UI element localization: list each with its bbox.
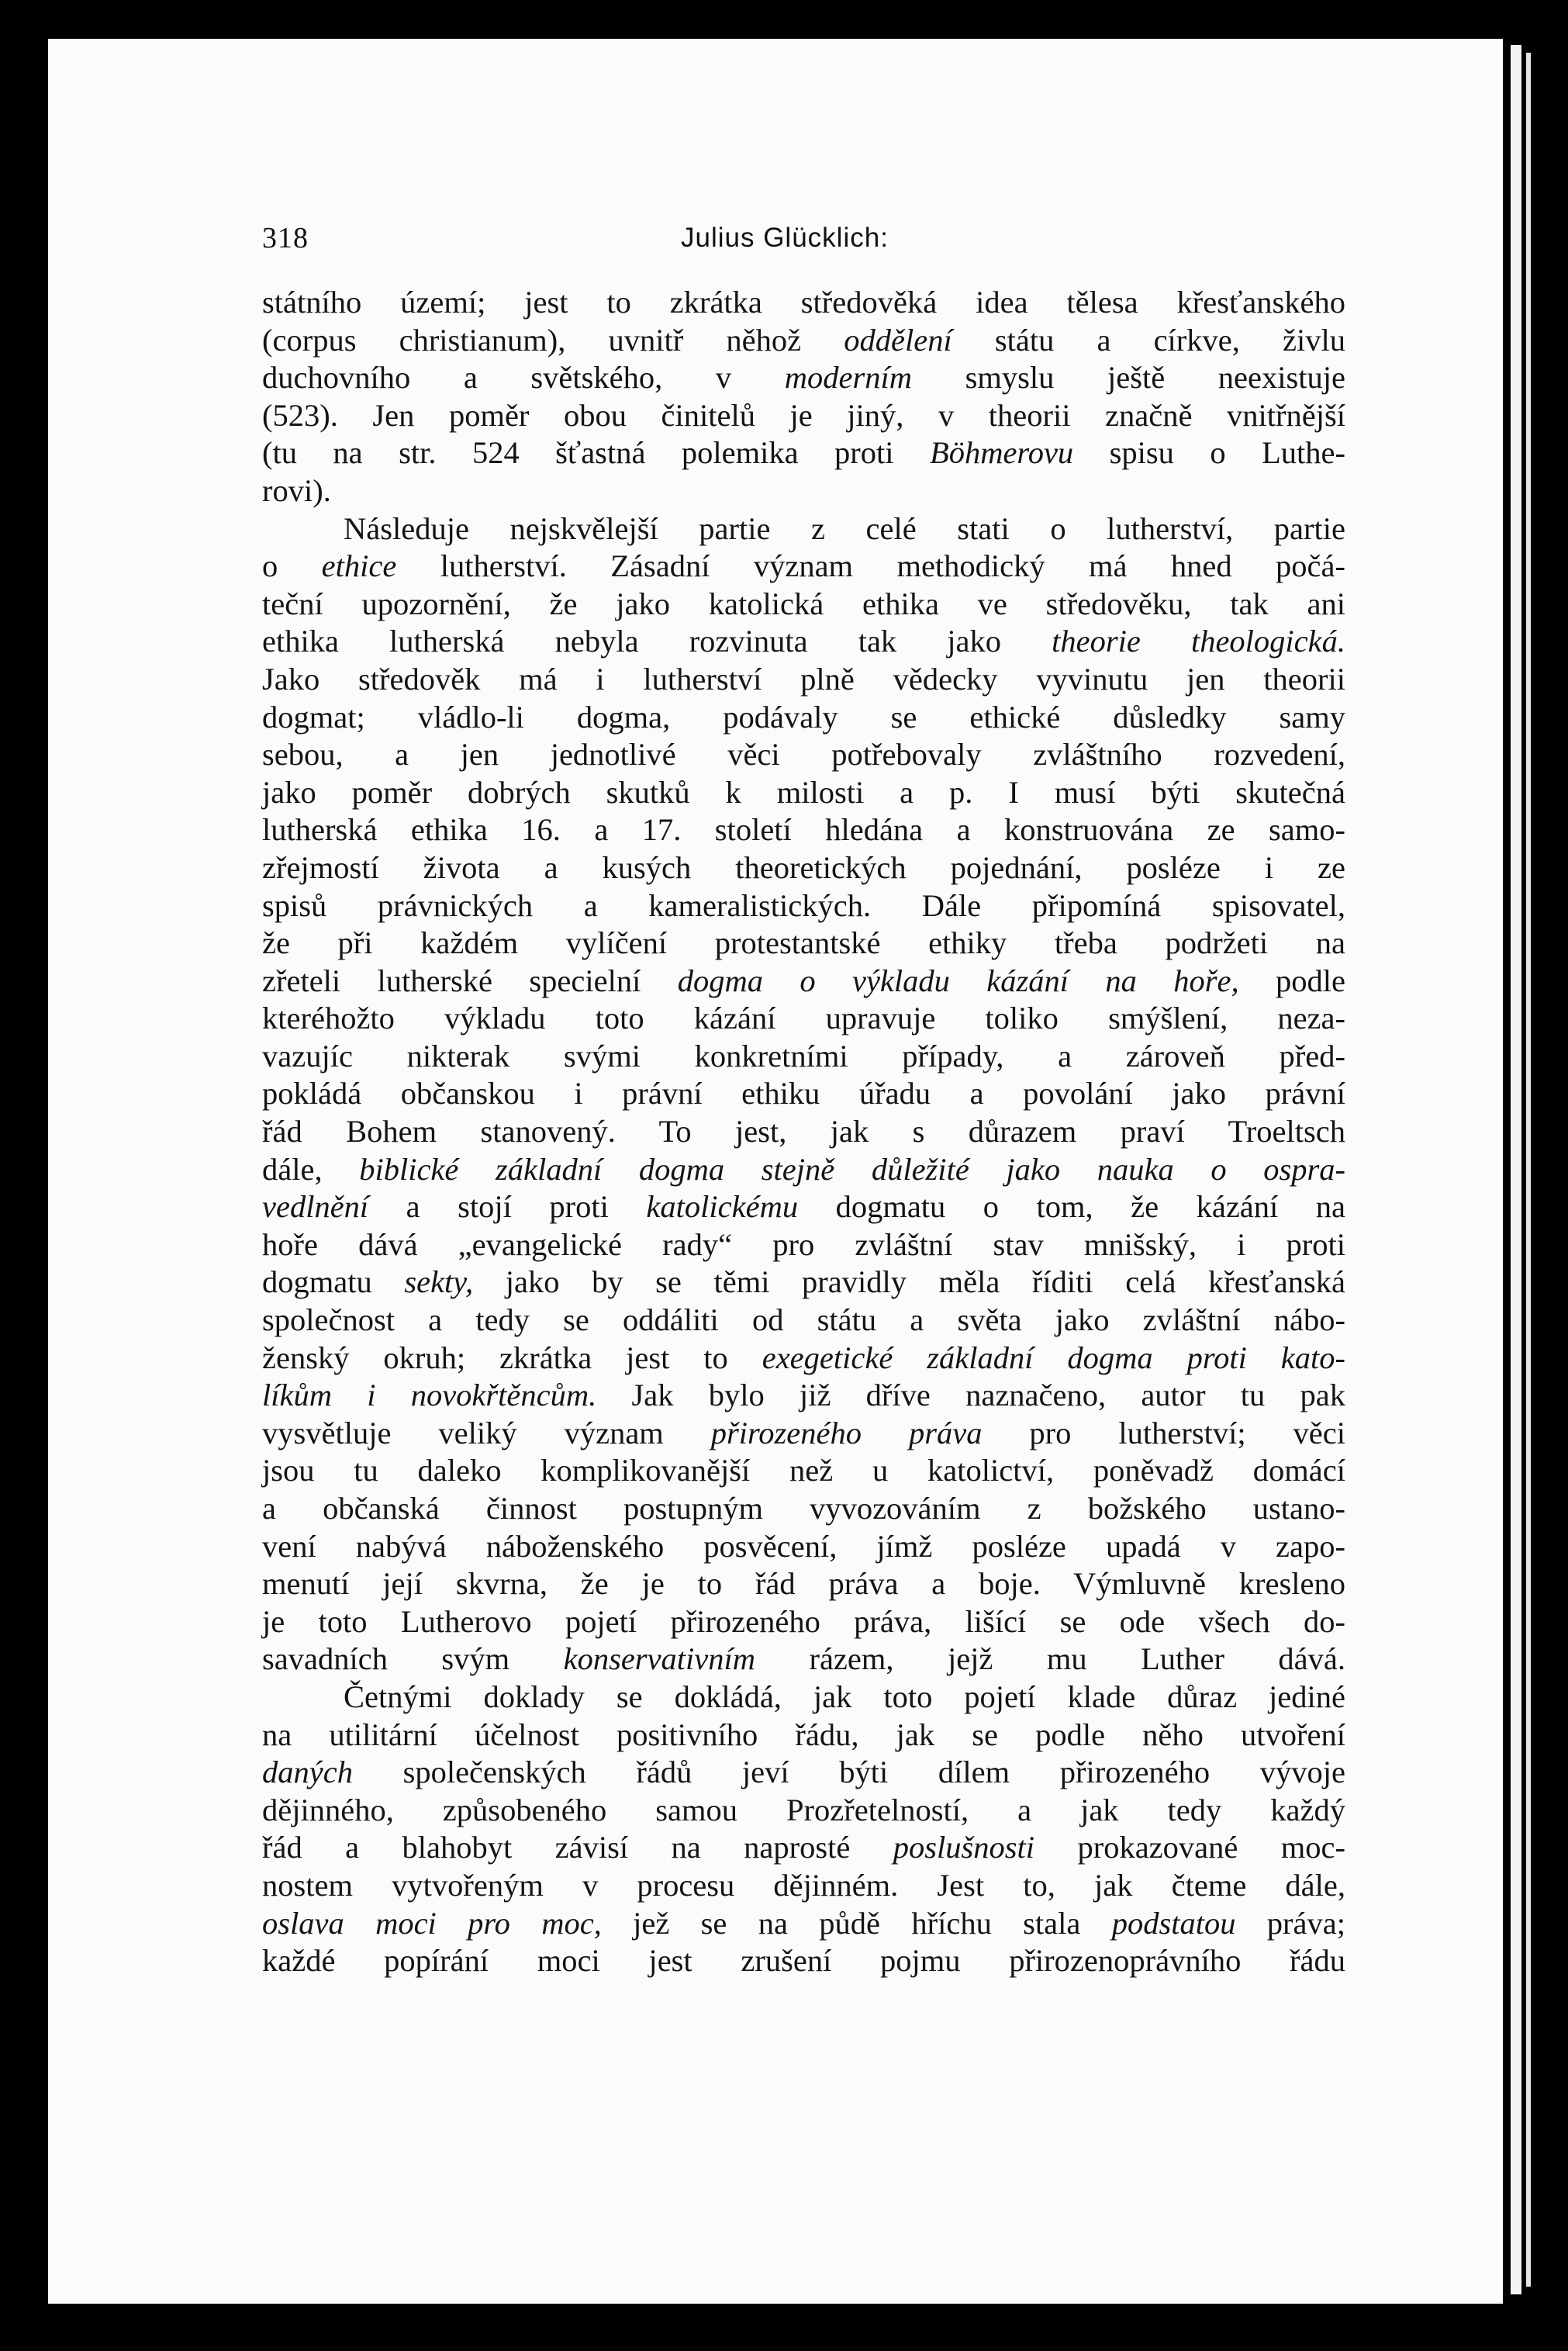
text-run: řád Bohem stanovený. To jest, jak s důrazem praví Troeltsch <box>262 1114 1345 1150</box>
text-line <box>262 510 1345 548</box>
text-run: duchovního a světského, v <box>262 360 785 396</box>
text-run: (corpus christianum), uvnitř něhož <box>262 322 844 358</box>
text-run: řád a blahobyt závisí na naprosté <box>262 1830 893 1865</box>
text-run: zřejmostí života a kusých theoretických pojednání, posléze i ze <box>262 849 1345 885</box>
text-run: zřeteli lutherské specielní <box>262 963 678 998</box>
text-line <box>262 1754 1345 1792</box>
text-line <box>262 1641 1345 1679</box>
text-run: státního území; jest to zkrátka středověká idea tělesa křesťanského <box>262 285 1345 320</box>
text-run: ethika lutherská nebyla rozvinuta tak jako <box>262 624 1052 659</box>
text-run: sebou, a jen jednotlivé věci potřebovaly zvláštního rozvedení, <box>262 737 1345 773</box>
text-line <box>262 1038 1345 1076</box>
text-run: vysvětluje veliký význam <box>262 1415 711 1450</box>
italic-text: exegetické základní dogma proti kato- <box>762 1340 1345 1375</box>
text-run: práva; <box>1235 1905 1345 1941</box>
text-line <box>262 1490 1345 1528</box>
text-run: lutherská ethika 16. a 17. století hledána a konstruována ze samo- <box>262 812 1345 848</box>
italic-text: ethice <box>321 548 397 584</box>
italic-text: přirozeného práva <box>710 1415 983 1450</box>
text-run: hoře dává „evangelické rady“ pro zvláštní stav mnišský, i proti <box>262 1226 1345 1262</box>
text-run: vazujíc nikterak svými konkretními případy, a zároveň před- <box>262 1038 1345 1074</box>
text-line <box>262 1565 1345 1603</box>
text-line <box>262 1415 1345 1453</box>
italic-text: daných <box>262 1755 353 1790</box>
text-run: dále, <box>262 1151 360 1187</box>
text-line <box>262 1340 1345 1378</box>
text-run: Následuje nejskvělejší partie z celé stati o lutherství, partie <box>344 510 1345 546</box>
text-line <box>262 699 1345 737</box>
text-line <box>262 849 1345 887</box>
italic-text: konservativním <box>563 1641 756 1677</box>
text-run: vení nabývá náboženského posvěcení, jímž posléze upadá v zapo- <box>262 1528 1345 1564</box>
text-line <box>262 1188 1345 1226</box>
italic-text: Böhmerovu <box>929 435 1074 471</box>
text-run: jež se na půdě hříchu stala <box>601 1905 1112 1941</box>
text-line <box>262 736 1345 774</box>
italic-text: biblické základní dogma stejně důležité jako nauka o ospra- <box>359 1151 1345 1187</box>
text-line <box>262 1302 1345 1340</box>
text-run: na utilitární účelnost positivního řádu, jak se podle něho utvoření <box>262 1717 1345 1752</box>
text-run: jsou tu daleko komplikovanější než u katolictví, poněvadž domácí <box>262 1453 1345 1488</box>
text-line <box>262 963 1345 1001</box>
text-run: o <box>262 548 322 584</box>
text-run: Četnými doklady se dokládá, jak toto pojetí klade důraz jediné <box>344 1679 1345 1714</box>
text-line <box>262 1603 1345 1641</box>
italic-text: podstatou <box>1111 1905 1236 1941</box>
text-line <box>262 1867 1345 1905</box>
text-run: každé popírání moci jest zrušení pojmu přirozenoprávního řádu <box>262 1943 1345 1979</box>
text-run: (tu na str. 524 šťastná polemika proti <box>262 435 930 471</box>
text-line <box>262 322 1345 360</box>
text-run: rovi). <box>262 472 331 508</box>
text-run: jako poměr dobrých skutků k milosti a p. I musí býti skutečná <box>262 774 1345 810</box>
text-line <box>262 1452 1345 1490</box>
text-line <box>262 1679 1345 1717</box>
italic-text: theorie theologická. <box>1052 624 1346 659</box>
text-run: že při každém vylíčení protestantské ethiky třeba podržeti na <box>262 925 1345 961</box>
text-line <box>262 925 1345 963</box>
text-line <box>262 548 1345 586</box>
text-run: rázem, jejž mu Luther dává. <box>755 1641 1345 1677</box>
text-run: jako by se těmi pravidly měla říditi celá křesťanská <box>473 1264 1345 1300</box>
text-line <box>262 1717 1345 1755</box>
text-line <box>262 472 1345 510</box>
text-run: pro lutherství; věci <box>982 1415 1345 1450</box>
text-line <box>262 434 1345 472</box>
text-line <box>262 1151 1345 1189</box>
text-run: savadních svým <box>262 1641 564 1677</box>
text-run: teční upozornění, že jako katolická ethika ve středověku, tak ani <box>262 586 1345 621</box>
text-line <box>262 1377 1345 1415</box>
text-run: společnost a tedy se oddáliti od státu a světa jako zvláštní nábo- <box>262 1302 1345 1338</box>
text-run: kteréhožto výkladu toto kázání upravuje toliko smýšlení, neza- <box>262 1001 1345 1036</box>
text-run: Jako středověk má i lutherství plně vědecky vyvinutu jen theorii <box>262 661 1345 697</box>
italic-text: dogma o výkladu kázání na hoře, <box>677 963 1239 998</box>
text-line <box>262 1528 1345 1566</box>
text-run: dogmatu o tom, že kázání na <box>798 1189 1345 1225</box>
text-run: podle <box>1238 963 1345 998</box>
text-line <box>262 284 1345 322</box>
text-line <box>262 359 1345 397</box>
italic-text: poslušnosti <box>893 1830 1035 1865</box>
text-run: pokládá občanskou i právní ethiku úřadu a povolání jako právní <box>262 1076 1345 1112</box>
text-run: menutí její skvrna, že je to řád práva a boje. Výmluvně kresleno <box>262 1566 1345 1602</box>
text-run: smyslu ještě neexistuje <box>911 360 1345 396</box>
text-run: je toto Lutherovo pojetí přirozeného práva, lišící se ode všech do- <box>262 1603 1345 1639</box>
text-run: státu a církve, živlu <box>952 322 1345 358</box>
text-line <box>262 1226 1345 1264</box>
text-run: a stojí proti <box>368 1189 647 1225</box>
italic-text: líkům i novokřtěncům. <box>262 1378 597 1413</box>
page-header <box>262 221 1363 260</box>
text-line <box>262 774 1345 812</box>
italic-text: oddělení <box>844 322 952 358</box>
text-run: lutherství. Zásadní význam methodický má hned počá- <box>396 548 1345 584</box>
text-run: ženský okruh; zkrátka jest to <box>262 1340 762 1375</box>
page-edge <box>1511 45 1521 2294</box>
text-run: prokazované moc- <box>1034 1830 1345 1865</box>
text-run: Jak bylo již dříve naznačeno, autor tu pak <box>596 1378 1345 1413</box>
text-run: dogmatu <box>262 1264 405 1300</box>
text-line <box>262 397 1345 435</box>
text-line <box>262 623 1345 661</box>
text-run: spisu o Luthe- <box>1073 435 1345 471</box>
body-text <box>262 284 1345 1980</box>
text-line <box>262 1905 1345 1943</box>
running-head: Julius Glücklich: <box>681 223 889 253</box>
text-line <box>262 586 1345 624</box>
text-line <box>262 1000 1345 1038</box>
italic-text: oslava moci pro moc, <box>262 1905 602 1941</box>
page-number: 318 <box>262 222 309 254</box>
text-run: dějinného, způsobeného samou Prozřetelností, a jak tedy každý <box>262 1792 1345 1827</box>
text-run: a občanská činnost postupným vyvozováním z božského ustano- <box>262 1491 1345 1526</box>
text-run: spisů právnických a kameralistických. Dále připomíná spisovatel, <box>262 887 1345 923</box>
text-line <box>262 661 1345 699</box>
page-edge-inner <box>1526 53 1531 2287</box>
text-run: nostem vytvořeným v procesu dějinném. Jest to, jak čteme dále, <box>262 1867 1345 1903</box>
text-run: společenských řádů jeví býti dílem přirozeného vývoje <box>352 1755 1345 1790</box>
text-run: (523). Jen poměr obou činitelů je jiný, v theorii značně vnitřnější <box>262 397 1345 433</box>
italic-text: moderním <box>784 360 912 396</box>
text-line <box>262 1264 1345 1302</box>
italic-text: vedlnění <box>262 1189 369 1225</box>
text-line <box>262 1113 1345 1151</box>
text-line <box>262 887 1345 925</box>
text-line <box>262 1075 1345 1113</box>
text-run: dogmat; vládlo-li dogma, podávaly se ethické důsledky samy <box>262 699 1345 735</box>
italic-text: sekty, <box>404 1264 474 1300</box>
text-line <box>262 1792 1345 1830</box>
text-line <box>262 1942 1345 1980</box>
italic-text: katolickému <box>646 1189 799 1225</box>
text-line <box>262 1829 1345 1867</box>
text-line <box>262 811 1345 849</box>
